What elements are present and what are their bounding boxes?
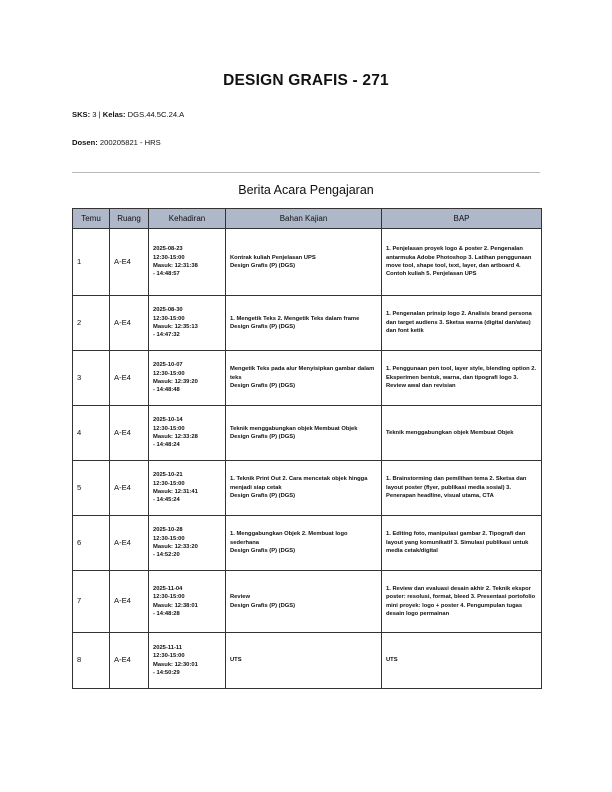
bahan-line: Design Grafis (P) (DGS) (230, 434, 296, 440)
cell-temu: 7 (73, 571, 110, 633)
cell-kehadiran (149, 571, 226, 633)
cell-kehadiran (149, 351, 226, 406)
table-row (73, 351, 542, 406)
cell-temu: 3 (73, 351, 110, 406)
kehadiran-line: 2025-11-04 (153, 585, 183, 592)
dosen-value: 200205821 - HRS (99, 138, 161, 147)
kehadiran-line: - 14:47:32 (153, 332, 180, 339)
cell-ruang: A-E4 (110, 351, 149, 406)
divider (72, 172, 540, 173)
cell-temu: 8 (73, 633, 110, 689)
teaching-report-table (72, 208, 542, 689)
cell-bahan-kajian (226, 633, 382, 689)
cell-ruang: A-E4 (110, 229, 149, 296)
kehadiran-line: - 14:45:24 (153, 497, 180, 504)
cell-bahan-kajian (226, 406, 382, 461)
cell-temu: 2 (73, 296, 110, 351)
kehadiran-line: 12:30-15:00 (153, 315, 185, 322)
cell-temu: 6 (73, 516, 110, 571)
kehadiran-line: 2025-08-30 (153, 307, 183, 314)
bahan-line: 1. Teknik Print Out 2. Cara mencetak objek hingga menjadi siap cetak (230, 476, 368, 491)
kehadiran-line: 2025-08-23 (153, 246, 183, 253)
cell-ruang: A-E4 (110, 633, 149, 689)
cell-kehadiran (149, 296, 226, 351)
table-row (73, 406, 542, 461)
bahan-line: Review (230, 594, 250, 601)
table-row (73, 571, 542, 633)
cell-kehadiran (149, 516, 226, 571)
kehadiran-line: 2025-10-28 (153, 527, 183, 534)
kehadiran-line: 12:30-15:00 (153, 480, 185, 487)
bahan-line: Design Grafis (P) (DGS) (230, 602, 296, 609)
header-kehadiran: Kehadiran (149, 209, 226, 229)
sks-value: 3 (92, 110, 97, 119)
kehadiran-line: 12:30-15:00 (153, 535, 185, 542)
cell-bap: 1. Editing foto, manipulasi gambar 2. Tipografi dan layout yang komunikatif 3. Simulasi publikasi untuk media cetak/digital (382, 516, 542, 571)
cell-bap: 1. Brainstorming dan pemilihan tema 2. Sketsa dan layout poster (flyer, publikasi media sosial) 3. Penerapan headline, visual utama, CTA (382, 461, 542, 516)
kehadiran-line: Masuk: 12:31:38 (153, 263, 198, 269)
kehadiran-line: 12:30-15:00 (153, 653, 185, 660)
bahan-line: UTS (230, 657, 242, 664)
table-row (73, 633, 542, 689)
cell-bahan-kajian (226, 351, 382, 406)
kehadiran-line: 2025-11-11 (153, 644, 183, 651)
cell-bahan-kajian (226, 571, 382, 633)
kehadiran-line: - 14:50:29 (153, 669, 180, 676)
bahan-line: Design Grafis (P) (DGS) (230, 383, 296, 390)
kehadiran-line: 12:30-15:00 (153, 425, 185, 432)
kehadiran-line: 2025-10-14 (153, 417, 183, 424)
kehadiran-line: Masuk: 12:33:20 (153, 544, 198, 550)
dosen-label: Dosen: (72, 138, 98, 147)
cell-bahan-kajian (226, 516, 382, 571)
header-bahan-kajian: Bahan Kajian (226, 209, 382, 229)
header-ruang: Ruang (110, 209, 149, 229)
kehadiran-line: - 14:48:24 (153, 442, 180, 449)
bahan-line: Design Grafis (P) (DGS) (230, 493, 296, 500)
cell-bap: 1. Penjelasan proyek logo & poster 2. Pengenalan antarmuka Adobe Photoshop 3. Latihan penggunaan move tool, shape tool, text, layer, dan artboard 4. Contoh kuliah 5. Penjelasan UPS (382, 229, 542, 296)
cell-bahan-kajian (226, 229, 382, 296)
cell-ruang: A-E4 (110, 406, 149, 461)
bahan-line: Teknik menggabungkan objek Membuat Objek (230, 425, 358, 432)
bahan-line: Design Grafis (P) (DGS) (230, 324, 296, 330)
kehadiran-line: - 14:48:48 (153, 387, 180, 394)
bahan-line: 1. Mengetik Teks 2. Mengetik Teks dalam frame (230, 315, 360, 322)
kehadiran-line: 12:30-15:00 (153, 370, 185, 377)
cell-kehadiran (149, 406, 226, 461)
course-info-line (72, 110, 184, 119)
bahan-line: Mengetik Teks pada alur Menyisipkan gambar dalam teks (230, 366, 375, 381)
lecturer-line (72, 138, 161, 147)
page-title: DESIGN GRAFIS - 271 (223, 72, 389, 89)
bahan-line: Design Grafis (P) (DGS) (230, 263, 296, 269)
kehadiran-line: Masuk: 12:30:01 (153, 661, 198, 668)
kehadiran-line: 2025-10-07 (153, 362, 183, 369)
kelas-label: Kelas: (102, 110, 126, 119)
kehadiran-line: Masuk: 12:33:28 (153, 434, 198, 440)
bahan-line: 1. Menggabungkan Objek 2. Membuat logo sederhana (230, 531, 348, 546)
cell-bap: Teknik menggabungkan objek Membuat Objek (382, 406, 542, 461)
table-header-row (73, 209, 542, 229)
separator: | (98, 110, 101, 119)
kehadiran-line: Masuk: 12:39:20 (153, 379, 198, 385)
cell-temu: 1 (73, 229, 110, 296)
cell-bap: UTS (382, 633, 542, 689)
kehadiran-line: Masuk: 12:38:01 (153, 602, 198, 609)
section-title: Berita Acara Pengajaran (238, 183, 374, 197)
table-row (73, 516, 542, 571)
cell-bahan-kajian (226, 296, 382, 351)
cell-bap: 1. Pengenalan prinsip logo 2. Analisis brand persona dan target audiens 3. Sketsa warna (digital dan/atau) dan font ketik (382, 296, 542, 351)
sks-label: SKS: (72, 110, 91, 119)
cell-temu: 4 (73, 406, 110, 461)
cell-bap: 1. Penggunaan pen tool, layer style, blending option 2. Eksperimen bentuk, warna, dan tipografi logo 3. Review awal dan revisian (382, 351, 542, 406)
bahan-line: Kontrak kuliah Penjelasan UPS (230, 254, 316, 261)
cell-temu: 5 (73, 461, 110, 516)
cell-ruang: A-E4 (110, 461, 149, 516)
header-temu: Temu (73, 209, 110, 229)
cell-kehadiran (149, 633, 226, 689)
kehadiran-line: Masuk: 12:31:41 (153, 489, 198, 495)
kehadiran-line: 12:30-15:00 (153, 254, 185, 261)
cell-bahan-kajian (226, 461, 382, 516)
cell-ruang: A-E4 (110, 516, 149, 571)
header-bap: BAP (382, 209, 542, 229)
kehadiran-line: Masuk: 12:35:13 (153, 324, 198, 330)
kehadiran-line: 2025-10-21 (153, 472, 183, 479)
kelas-value: DGS.44.5C.24.A (127, 110, 185, 119)
kehadiran-line: - 14:48:57 (153, 271, 180, 278)
cell-ruang: A-E4 (110, 296, 149, 351)
cell-bap: 1. Review dan evaluasi desain akhir 2. Teknik ekspor poster: resolusi, format, bleed 3. Presentasi portofolio mini proyek: logo + poster 4. Pengumpulan tugas desain logo permainan (382, 571, 542, 633)
cell-kehadiran (149, 229, 226, 296)
kehadiran-line: - 14:48:28 (153, 610, 180, 617)
kehadiran-line: 12:30-15:00 (153, 594, 185, 601)
kehadiran-line: - 14:52:20 (153, 552, 180, 559)
table-row (73, 296, 542, 351)
bahan-line: Design Grafis (P) (DGS) (230, 548, 296, 555)
table-row (73, 229, 542, 296)
table-row (73, 461, 542, 516)
cell-kehadiran (149, 461, 226, 516)
cell-ruang: A-E4 (110, 571, 149, 633)
